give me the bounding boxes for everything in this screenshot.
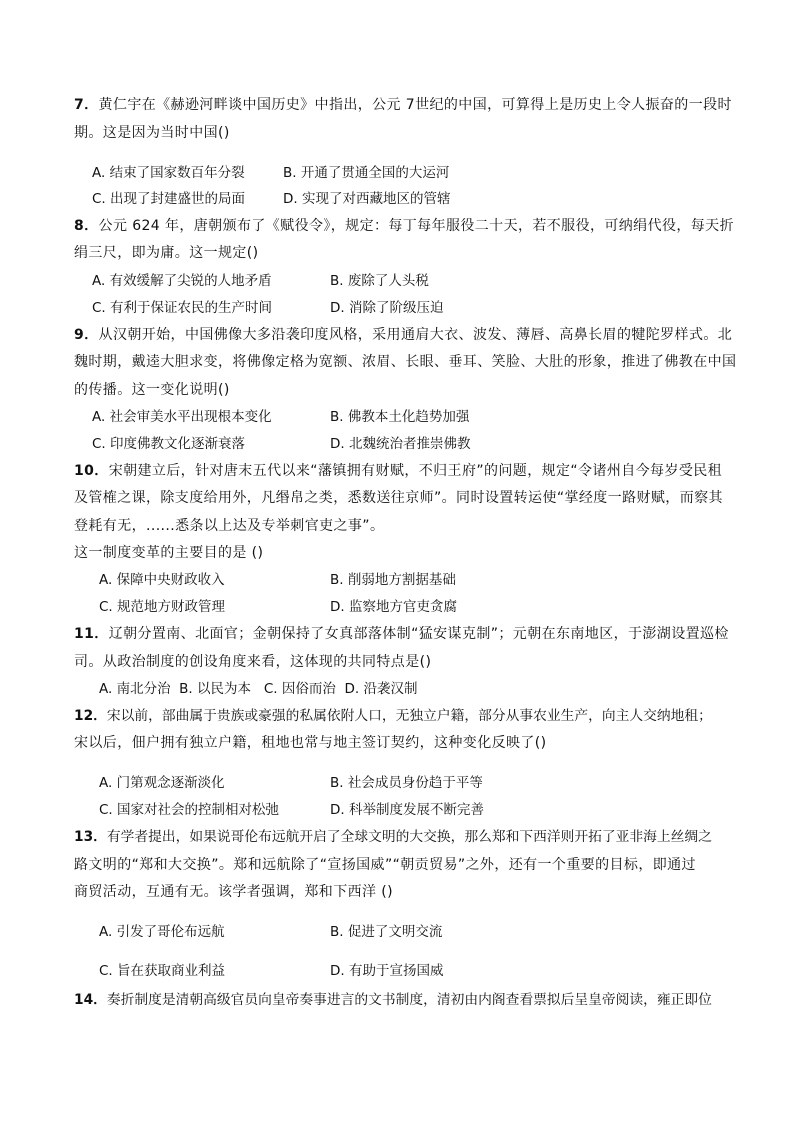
question-11-line-2: 司。从政治制度的创设角度来看，这体现的共同特点是(): [74, 654, 432, 670]
question-12-line-2: 宋以后，佃户拥有独立户籍，租地也常与地主签订契约，这种变化反映了(): [74, 735, 547, 751]
question-13-line-1: [74, 828, 712, 846]
question-13-option-d[interactable]: D. 有助于宣扬国威: [330, 963, 444, 979]
question-7-number: 7．: [74, 97, 99, 113]
question-8-option-a[interactable]: A. 有效缓解了尖锐的人地矛盾: [92, 273, 272, 289]
question-9-number: 9．: [74, 327, 99, 343]
question-7-option-b[interactable]: B. 开通了贯通全国的大运河: [283, 165, 450, 181]
question-10-line-3: 登耗有无，......悉条以上达及专举刺官吏之事”。: [74, 518, 385, 534]
question-12-line-1: [74, 707, 712, 725]
question-13-option-a[interactable]: A. 引发了哥伦布远航: [99, 924, 225, 940]
question-11-stem: 辽朝分置南、北面官；金朝保持了女真部落体制“猛安谋克制”；元朝在东南地区，于澎湖设置巡检: [108, 626, 729, 642]
question-10-option-c[interactable]: C. 规范地方财政管理: [99, 599, 226, 615]
question-9-option-b[interactable]: B. 佛教本土化趋势加强: [330, 409, 470, 425]
question-8-number: 8．: [74, 218, 99, 234]
question-9-option-d[interactable]: D. 北魏统治者推崇佛教: [330, 436, 471, 452]
question-8-option-b[interactable]: B. 废除了人头税: [330, 273, 429, 289]
question-12-number: 12．: [74, 708, 107, 724]
question-10-stem: 宋朝建立后，针对唐末五代以来“藩镇拥有财赋，不归王府”的问题，规定“令诸州自今每岁受民租: [108, 463, 723, 479]
question-7-line-1: [74, 96, 732, 114]
question-10-line-4: 这一制度变革的主要目的是 (): [74, 545, 264, 561]
question-12-stem: 宋以前，部曲属于贵族或豪强的私属依附人口，无独立户籍，部分从事农业生产，向主人交纳地租；: [106, 708, 712, 724]
question-8-line-1: [74, 217, 734, 235]
question-13-line-3: 商贸活动，互通有无。该学者强调，郑和下西洋 (): [74, 884, 393, 900]
question-9-line-2: 魏时期，戴逵大胆求变，将佛像定格为宽额、浓眉、长眼、垂耳、笑脸、大肚的形象，推进了佛教在中国: [74, 354, 737, 370]
question-14-number: 14．: [74, 992, 107, 1008]
question-12-option-c[interactable]: C. 国家对社会的控制相对松弛: [99, 802, 280, 818]
question-13-number: 13．: [74, 829, 107, 845]
question-10-line-2: 及管榷之课，除支度给用外，凡缗帛之类，悉数送往京师”。同时设置转运使“掌经度一路财赋，而察其: [74, 490, 723, 506]
question-10-option-b[interactable]: B. 削弱地方割据基础: [330, 572, 456, 588]
question-10-option-d[interactable]: D. 监察地方官吏贪腐: [330, 599, 457, 615]
question-8-option-c[interactable]: C. 有利于保证农民的生产时间: [92, 300, 273, 316]
question-7-option-d[interactable]: D. 实现了对西藏地区的管辖: [283, 191, 451, 207]
question-10-line-1: [74, 462, 722, 480]
question-9-line-1: [74, 326, 732, 344]
question-11-line-1: [74, 625, 729, 643]
question-9-line-3: 的传播。这一变化说明(): [74, 382, 230, 398]
question-8-line-2: 绢三尺，即为庸。这一规定(): [74, 245, 259, 261]
question-7-stem: 黄仁宇在《赫逊河畔谈中国历史》中指出，公元 7世纪的中国，可算得上是历史上令人振奋的一段时: [98, 97, 732, 113]
question-13-line-2: 路文明的“郑和大交换”。郑和远航除了“宣扬国威”“朝贡贸易”之外，还有一个重要的目标，即通过: [74, 857, 696, 873]
question-11-number: 11．: [74, 626, 109, 642]
question-13-option-c[interactable]: C. 旨在获取商业利益: [99, 963, 226, 979]
question-14-stem: 奏折制度是清朝高级官员向皇帝奏事进言的文书制度，清初由内阁查看票拟后呈皇帝阅读，雍正即位: [106, 992, 712, 1008]
question-13-stem: 有学者提出，如果说哥伦布远航开启了全球文明的大交换，那么郑和下西洋则开拓了亚非海上丝绸之: [106, 829, 712, 845]
question-9-stem: 从汉朝开始，中国佛像大多沿袭印度风格，采用通肩大衣、波发、薄唇、高鼻长眉的犍陀罗样式。北: [98, 327, 733, 343]
question-8-stem: 公元 624 年，唐朝颁布了《赋役令》，规定：每丁每年服役二十天，若不服役，可纳绢代役，每天折: [98, 218, 734, 234]
question-8-option-d[interactable]: D. 消除了阶级压迫: [330, 300, 444, 316]
question-11-options[interactable]: A. 南北分治 B. 以民为本 C. 因俗而治 D. 沿袭汉制: [99, 681, 418, 697]
question-9-option-a[interactable]: A. 社会审美水平出现根本变化: [92, 409, 272, 425]
question-12-option-d[interactable]: D. 科举制度发展不断完善: [330, 802, 484, 818]
question-10-option-a[interactable]: A. 保障中央财政收入: [99, 572, 225, 588]
question-7-option-a[interactable]: A. 结束了国家数百年分裂: [92, 165, 245, 181]
question-10-number: 10．: [74, 463, 109, 479]
question-7-line-2: 期。这是因为当时中国(): [74, 125, 230, 141]
question-14-line-1: [74, 991, 712, 1009]
question-13-option-b[interactable]: B. 促进了文明交流: [330, 924, 443, 940]
question-7-option-c[interactable]: C. 出现了封建盛世的局面: [92, 191, 246, 207]
question-9-option-c[interactable]: C. 印度佛教文化逐渐衰落: [92, 436, 246, 452]
question-12-option-a[interactable]: A. 门第观念逐渐淡化: [99, 775, 225, 791]
question-12-option-b[interactable]: B. 社会成员身份趋于平等: [330, 775, 483, 791]
